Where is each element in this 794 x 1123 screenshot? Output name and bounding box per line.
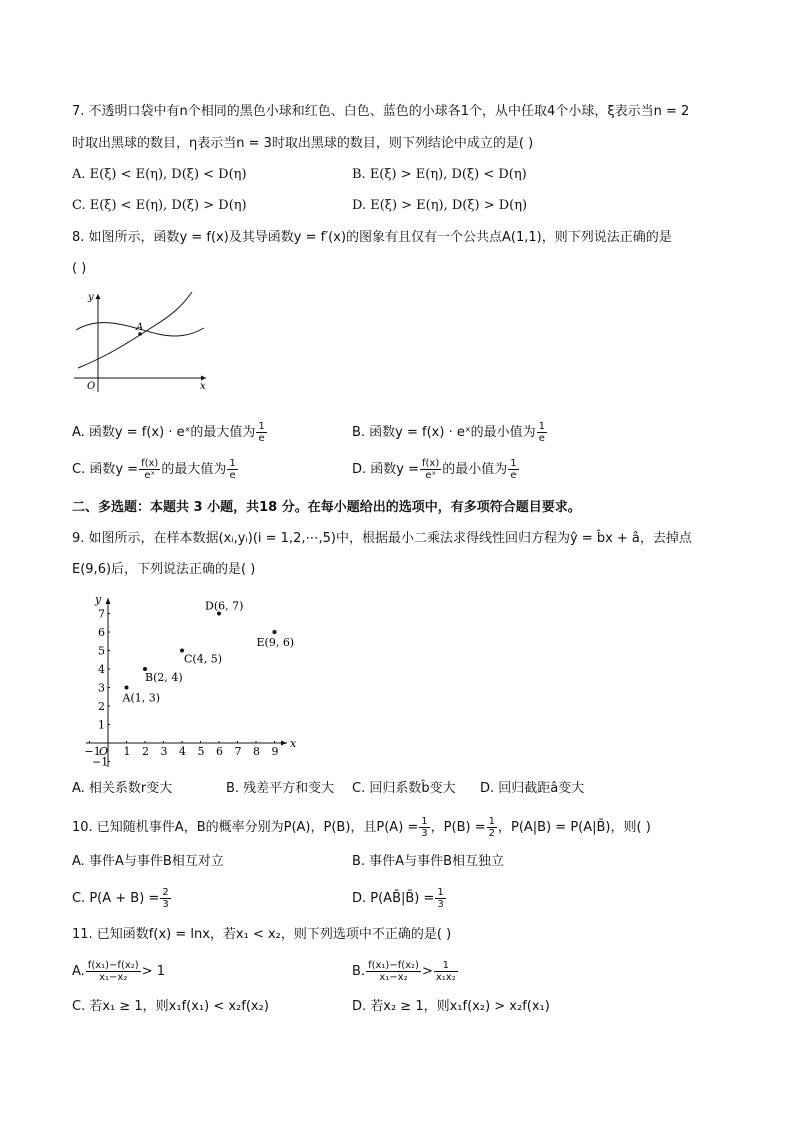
q11-option-c: C. 若x₁ ≥ 1，则x₁f(x₁) < x₂f(x₂) <box>72 999 269 1014</box>
q7-option-a: A. E(ξ) < E(η), D(ξ) < D(η) <box>72 167 247 182</box>
y-tick-label: 4 <box>98 663 105 676</box>
q11-option-d: D. 若x₂ ≥ 1，则x₁f(x₂) > x₂f(x₁) <box>352 999 550 1014</box>
y-tick-label: 5 <box>98 644 105 658</box>
x-axis-arrow <box>281 741 287 746</box>
y-tick-label: 7 <box>98 607 105 621</box>
q11-option-a: A. $\frac{\text{f(x₁)−f(x₂)}}{\text{x₁−x₂}}$ > 1 <box>72 960 165 983</box>
point-e-label: E(9, 6) <box>256 636 295 649</box>
x-tick-label: 6 <box>216 745 223 758</box>
x-tick-label: 8 <box>253 745 260 758</box>
x-tick-label: 2 <box>142 745 149 758</box>
q10-stem: 10. 已知随机事件A，B的概率分别为P(A)，P(B)，且P(A) = $\frac{1}{3}$ ，P(B) = $\frac{1}{2}$ ，P(A|B) = P(A|B̄)，则( ) <box>72 816 651 839</box>
q8-option-c: C. 函数y = $\frac{f(x)}{\text{eˣ}}$ 的最大值为 $\frac{1}{e}$ <box>72 458 236 481</box>
y-axis-label: y <box>88 292 94 303</box>
q8-stem-line2: ( ) <box>72 261 87 276</box>
q9-option-b: B. 残差平方和变大 <box>226 781 335 796</box>
q8-stem-line1: 8. 如图所示，函数y = f(x)及其导函数y = f′(x)的图象有且仅有一个公共点A(1,1)，则下列说法正确的是 <box>72 230 672 245</box>
point-b-label: B(2, 4) <box>145 671 183 684</box>
y-tick-label: 6 <box>98 626 105 639</box>
q11-stem: 11. 已知函数f(x) = lnx，若x₁ < x₂，则下列选项中不正确的是( ) <box>72 927 452 942</box>
q7-option-c: C. E(ξ) < E(η), D(ξ) > D(η) <box>72 198 247 213</box>
q8-option-b: B. 函数y = f(x) · eˣ的最小值为 $\frac{1}{e}$ <box>352 421 545 444</box>
q10-option-b: B. 事件A与事件B相互独立 <box>352 854 504 869</box>
y-tick-label: 3 <box>98 681 105 695</box>
x-tick-label: 1 <box>123 745 131 758</box>
q7-stem-line1: 7. 不透明口袋中有n个相同的黑色小球和红色、白色、蓝色的小球各1个，从中任取4个小球，ξ表示当n = 2 <box>72 104 690 119</box>
q7-option-d: D. E(ξ) > E(η), D(ξ) > D(η) <box>352 198 528 213</box>
q9-option-c: C. 回归系数b̂变大 <box>352 781 456 796</box>
point-a-label: A <box>136 322 144 333</box>
y-tick-label: −1 <box>92 755 109 768</box>
q10-option-d: D. P(AB̄|B̄) = $\frac{1}{3}$ <box>352 887 444 910</box>
y-tick-label: 2 <box>98 700 105 713</box>
x-axis-label: x <box>200 381 206 392</box>
x-tick-label: 9 <box>271 745 279 758</box>
x-tick-label: 4 <box>179 745 186 758</box>
q9-stem-line1: 9. 如图所示，在样本数据(xᵢ,yᵢ)(i = 1,2,⋯,5)中，根据最小二乘法求得线性回归方程为ŷ = b̂x + â，去掉点 <box>72 531 692 546</box>
x-axis-label: x <box>290 737 297 750</box>
x-tick-label: 7 <box>234 745 242 758</box>
origin-label: O <box>87 381 96 392</box>
point-a <box>125 686 129 690</box>
point-a-label: A(1, 3) <box>122 691 161 705</box>
y-axis-arrow <box>106 598 111 604</box>
q9-option-d: D. 回归截距â变大 <box>480 781 585 796</box>
q7-option-b: B. E(ξ) > E(η), D(ξ) < D(η) <box>352 167 527 182</box>
x-tick-label: O <box>99 745 109 758</box>
q8-option-a: A. 函数y = f(x) · eˣ的最大值为 $\frac{1}{e}$ <box>72 421 265 444</box>
x-tick-label: 5 <box>197 745 205 758</box>
curve-f <box>78 292 192 368</box>
point-c-label: C(4, 5) <box>184 652 222 666</box>
y-tick-label: 1 <box>98 718 105 732</box>
q7-stem-line2: 时取出黑球的数目，η表示当n = 3时取出黑球的数目，则下列结论中成立的是( ) <box>72 136 534 151</box>
q9-scatter-chart <box>72 592 297 768</box>
q11-option-b: B. $\frac{\text{f(x₁)−f(x₂)}}{\text{x₁−x₂}}$ > $\frac{1}{\text{x₁x₂}}$ <box>352 960 456 983</box>
x-tick-label: −1 <box>84 745 101 758</box>
q9-option-a: A. 相关系数r变大 <box>72 781 173 796</box>
q10-option-c: C. P(A + B) = $\frac{2}{3}$ <box>72 887 169 910</box>
q10-option-a: A. 事件A与事件B相互对立 <box>72 854 224 869</box>
x-tick-label: 3 <box>160 745 168 758</box>
q9-stem-line2: E(9,6)后，下列说法正确的是( ) <box>72 562 256 577</box>
section-2-header: 二、多选题：本题共 3 小题，共18 分。在每小题给出的选项中，有多项符合题目要求。 <box>72 500 581 515</box>
q8-function-graph <box>72 288 212 396</box>
y-axis-label: y <box>95 593 102 606</box>
point-d-label: D(6, 7) <box>205 599 244 613</box>
q8-option-d: D. 函数y = $\frac{f(x)}{\text{eˣ}}$ 的最小值为 $\frac{1}{e}$ <box>352 458 517 481</box>
point-e <box>273 630 277 634</box>
